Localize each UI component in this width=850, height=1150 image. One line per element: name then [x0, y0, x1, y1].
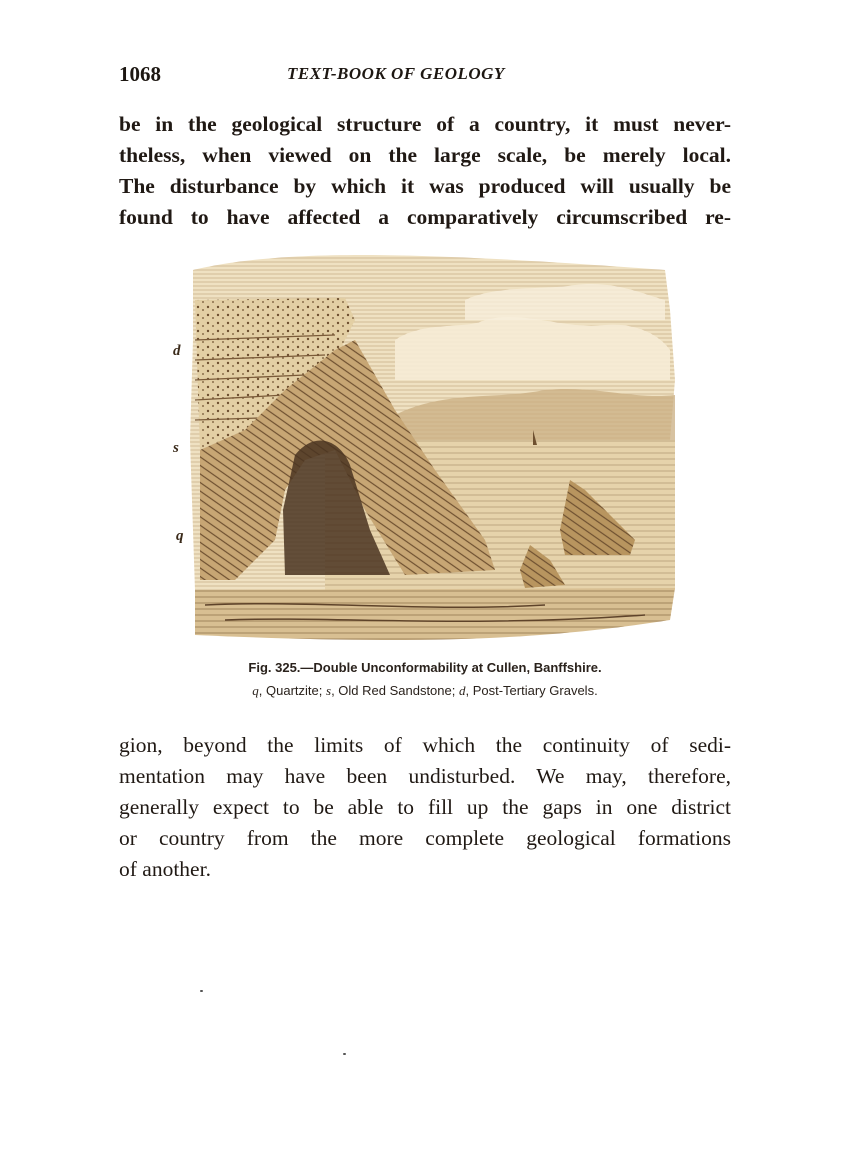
paragraph-line: mentation may have been undisturbed. We may, therefore, — [119, 764, 731, 788]
paragraph-line: of another. — [119, 857, 211, 881]
label-q: q — [176, 528, 184, 544]
paper-speck — [200, 990, 203, 992]
paragraph-line: found to have affected a comparatively circumscribed re- — [119, 205, 731, 229]
figure-caption-title: Fig. 325.—Double Unconformability at Cullen, Banffshire. — [248, 660, 602, 675]
cliff-unconformity-engraving — [165, 240, 685, 655]
running-head: TEXT-BOOK OF GEOLOGY — [287, 64, 505, 83]
paragraph-line: generally expect to be able to fill up the gaps in one district — [119, 795, 731, 819]
figure-illustration — [165, 240, 685, 655]
paragraph-line: The disturbance by which it was produced will usually be — [119, 174, 731, 198]
paragraph-1 — [119, 109, 731, 233]
legend-letter-d: d — [458, 683, 466, 698]
paragraph-line: be in the geological structure of a country, it must never- — [119, 112, 731, 136]
legend-letter-q: q — [252, 683, 259, 698]
paragraph-2 — [119, 730, 731, 885]
paragraph-line: gion, beyond the limits of which the continuity of sedi- — [119, 733, 731, 757]
label-d: d — [173, 343, 181, 359]
paragraph-line: theless, when viewed on the large scale, be merely local. — [119, 143, 731, 167]
label-s: s — [173, 440, 179, 456]
page-header — [119, 62, 729, 90]
legend-text-s: , Old Red Sandstone; — [331, 683, 459, 698]
page-number: 1068 — [119, 62, 161, 86]
legend-letter-s: s — [326, 683, 332, 698]
paragraph-line: or country from the more complete geological formations — [119, 826, 731, 850]
paper-speck — [343, 1053, 346, 1055]
legend-text-q: , Quartzite; — [258, 683, 326, 698]
legend-text-d: , Post-Tertiary Gravels. — [465, 683, 598, 698]
figure-caption-legend — [140, 683, 710, 699]
